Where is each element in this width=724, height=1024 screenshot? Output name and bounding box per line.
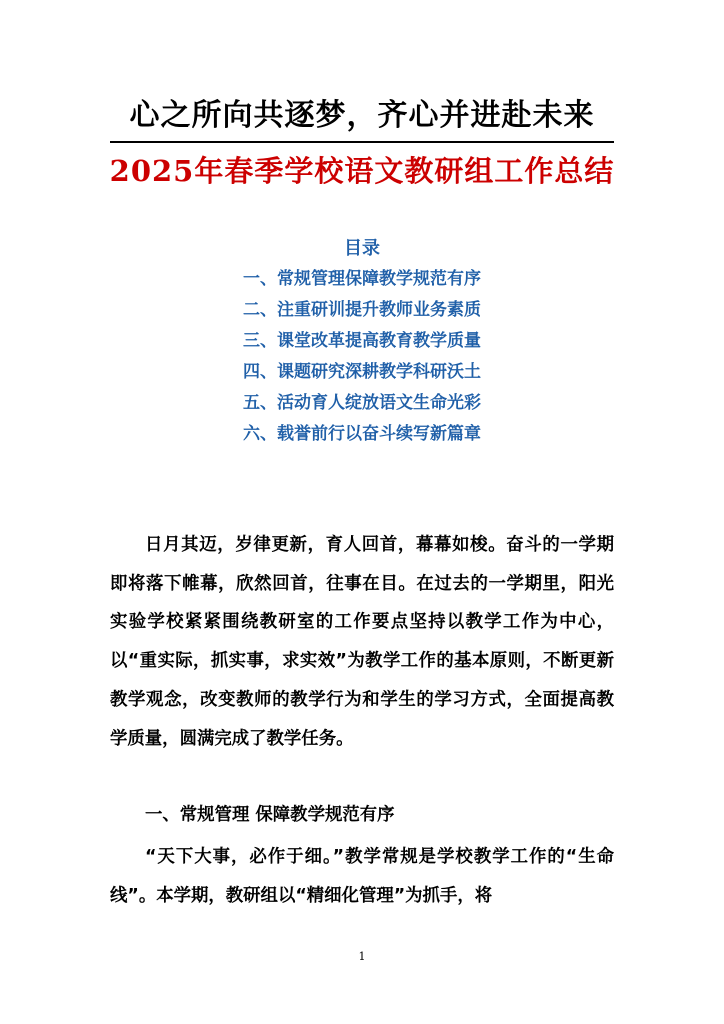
intro-paragraph: 日月其迈，岁律更新，育人回首，幕幕如梭。奋斗的一学期即将落下帷幕，欣然回首，往事在目。在过去的一学期里，阳光实验学校紧紧围绕教研室的工作要点坚持以教学工作为中心，以“重实际，抓实事，求实效”为教学工作的基本原则，不断更新教学观念，改变教师的教学行为和学生的学习方式，全面提高教学质量，圆满完成了教学任务。 xyxy=(110,535,614,749)
toc-item-3[interactable]: 三、课堂改革提高教育教学质量 xyxy=(243,331,481,351)
title-divider xyxy=(110,141,614,143)
table-of-contents xyxy=(0,234,724,450)
toc-item-5[interactable]: 五、活动育人绽放语文生命光彩 xyxy=(243,393,481,413)
document-subtitle: 2025年春季学校语文教研组工作总结 xyxy=(109,154,615,188)
section-1-paragraph: “天下大事，必作于细。”教学常规是学校教学工作的“生命线”。本学期，教研组以“精细化管理”为抓手，将 xyxy=(110,847,614,906)
toc-item-1[interactable]: 一、常规管理保障教学规范有序 xyxy=(243,269,481,289)
toc-item-4[interactable]: 四、课题研究深耕教学科研沃土 xyxy=(243,362,481,382)
document-title: 心之所向共逐梦，齐心并进赴未来 xyxy=(129,98,595,133)
toc-item-2[interactable]: 二、注重研训提升教师业务素质 xyxy=(243,300,481,320)
section-1-heading: 一、常规管理 保障教学规范有序 xyxy=(145,805,395,825)
toc-heading: 目录 xyxy=(344,238,380,259)
page-number: 1 xyxy=(358,950,366,963)
toc-item-6[interactable]: 六、载誉前行以奋斗续写新篇章 xyxy=(243,424,481,444)
